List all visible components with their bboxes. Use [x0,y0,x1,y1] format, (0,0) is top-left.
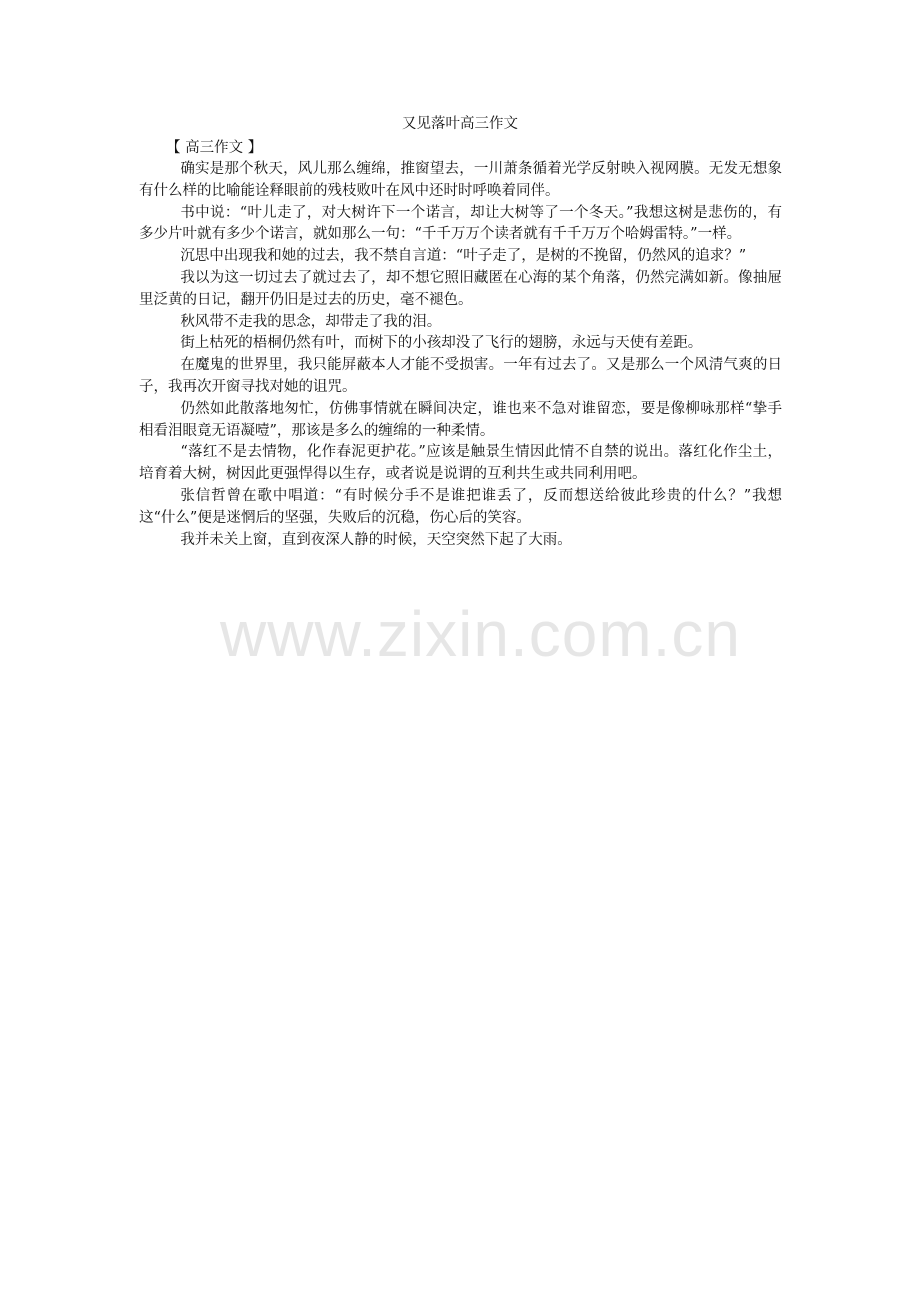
paragraph-9: “落红不是去情物，化作春泥更护花。”应该是触景生情因此情不自禁的说出。落红化作尘土，培育着大树，树因此更强悍得以生存，或者说是说谓的互利共生或共同利用吧。 [139,444,782,483]
paragraph-3: 沉思中出现我和她的过去，我不禁自言道：“叶子走了，是树的不挽留，仍然风的追求？” [180,248,747,265]
document-title: 又见落叶高三作文 [402,116,518,132]
category-text: 高三作文 [185,140,244,156]
paragraph-8: 仍然如此散落地匆忙，仿佛事情就在瞬间决定，谁也来不急对谁留恋，要是像柳咏那样“挚手相看泪眼竟无语凝噎”，那该是多么的缠绵的一种柔情。 [139,400,782,439]
paragraph-11: 我并未关上窗，直到夜深人静的时候，天空突然下起了大雨。 [180,531,572,548]
paragraph-2: 书中说：“叶儿走了，对大树许下一个诺言，却让大树等了一个冬天。”我想这树是悲伤的，有多少片叶就有多少个诺言，就如那么一句：“千千万万个读者就有千千万万个哈姆雷特。”一样。 [139,204,782,243]
essay-body [139,159,782,551]
paragraph-7: 在魔鬼的世界里，我只能屏蔽本人才能不受损害。一年有过去了。又是那么一个风清气爽的日子，我再次开窗寻找对她的诅咒。 [139,357,782,395]
category-label [166,137,262,159]
paragraph-10: 张信哲曾在歌中唱道：“有时候分手不是谁把谁丢了，反而想送给彼此珍贵的什么？”我想这“什么”便是迷惘后的坚强，失败后的沉稳，伤心后的笑容。 [139,487,782,526]
watermark: www.zixin.com.cn [220,598,741,670]
category-close-bracket: 】 [247,140,263,156]
category-open-bracket: 【 [166,140,181,156]
paragraph-6: 街上枯死的梧桐仍然有叶，而树下的小孩却没了飞行的翅膀，永远与天使有差距。 [180,335,703,352]
paragraph-1: 确实是那个秋天，风儿那么缠绵，推窗望去，一川萧条循着光学反射映入视网膜。无发无想象有什么样的比喻能诠释眼前的残枝败叶在风中还时时呼唤着同伴。 [139,161,782,199]
paragraph-5: 秋风带不走我的思念，却带走了我的泪。 [180,313,442,330]
paragraph-4: 我以为这一切过去了就过去了，却不想它照旧藏匿在心海的某个角落，仍然完满如新。像抽屉里泛黄的日记，翻开仍旧是过去的历史，毫不褪色。 [139,269,782,308]
